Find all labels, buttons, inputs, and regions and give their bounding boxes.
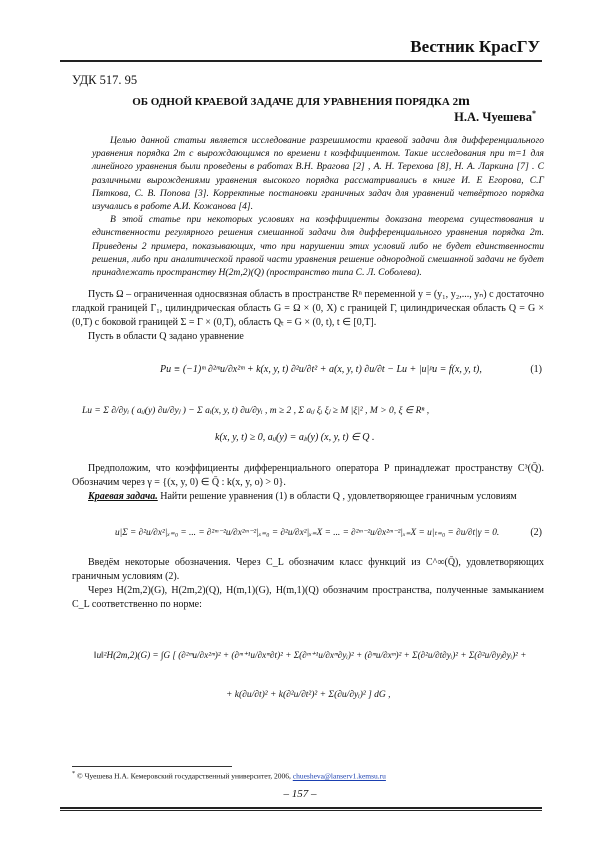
body-paragraph-6: Через H(2m,2)(G), H(2m,2)(Q), H(m,1)(G), H(m,1)(Q) обозначим пространства, полученные замыканием C_L соответственно по норме:	[72, 585, 544, 610]
body-paragraph-4	[72, 490, 544, 504]
body-section-3	[72, 556, 544, 612]
header-rule	[60, 60, 542, 62]
equation-lu: Lu = Σ ∂/∂yᵢ ( aᵢⱼ(y) ∂u/∂yⱼ ) − Σ aᵢ(x, y, t) ∂u/∂yᵢ , m ≥ 2 , Σ aᵢⱼ ξᵢ ξⱼ ≥ M |ξ|² , M > 0, ξ ∈ Rⁿ ,	[82, 406, 430, 416]
equation-norm-line-2: + k(∂u/∂t)² + k(∂²u/∂t²)² + Σ(∂u/∂yᵢ)² ] dG ,	[226, 690, 391, 700]
footnote-rule	[72, 766, 232, 767]
body-paragraph-2: Пусть в области Q задано уравнение	[88, 331, 244, 342]
author	[454, 109, 536, 125]
body-paragraph-1: Пусть Ω – ограниченная односвязная область в пространстве Rⁿ переменной y = (y₁, y₂,..., yₙ) с достаточно гладкой границей Γ₁, цилиндрическая область G = Ω × (0, X) с границей Γ, цилиндрическая область Q = G × (0,T) с боковой границей Σ = Γ × (0,T), область Qₜ = G × (0, t), t ∈ [0,T].	[72, 289, 544, 328]
abstract-paragraph-1: Целью данной статьи является исследование разрешимости краевой задачи для дифференциального уравнения порядка 2m с вырождающимся по времени t коэффициентом. Такие исследования при m=1 для линейного уравнения были проведены в работах В.Н. Врагова [2] , А. Н. Терехова [8], Н. А. Ларкина [7] . С различными вырождениями уравнения высокого порядка рассматривались в книге И. Е Егорова, С.Г Пяткова, С. В. Попова [3]. Корректные постановки граничных задач для уравнений четвёртого порядка изучались в работе А.И. Кожанова [4].	[92, 135, 544, 213]
equation-k: k(x, y, t) ≥ 0, aᵢⱼ(y) = aⱼᵢ(y) (x, y, t) ∈ Q .	[215, 432, 375, 443]
author-name: Н.А. Чуешева	[454, 110, 532, 125]
abstract-paragraph-2: В этой статье при некоторых условиях на коэффициенты доказана теорема существования и единственности регулярного решения смешанной задачи для дифференциального уравнения порядка 2m. Приведены 2 примера, показывающих, что при нарушении этих условий либо не будет единственности решения, либо при аналитической правой части уравнения решение однородной смешанной задачи не будет принадлежать пространству H(2m,2)(Q) (пространство типа С. Л. Соболева).	[92, 214, 544, 279]
footer-rule	[60, 807, 542, 809]
body-section-1	[72, 288, 544, 344]
footnote-mark: *	[72, 770, 76, 777]
article-title-text: ОБ ОДНОЙ КРАЕВОЙ ЗАДАЧЕ ДЛЯ УРАВНЕНИЯ ПОРЯДКА 2	[132, 96, 459, 108]
footnote-text: © Чуешева Н.А. Кемеровский государственный университет, 2006,	[75, 771, 293, 781]
article-title	[60, 94, 542, 110]
page-number: – 157 –	[283, 788, 317, 800]
udk-code: УДК 517. 95	[72, 73, 138, 87]
equation-2: u|Σ = ∂²u/∂x²|ₓ₌₀ = ... = ∂²ᵐ⁻²u/∂x²ᵐ⁻²|ₓ₌₀ = ∂²u/∂x²|ₓ₌X = ... = ∂²ᵐ⁻²u/∂x²ᵐ⁻²|ₓ₌X = u|ₜ₌₀ = ∂u/∂t|γ = 0.	[115, 528, 500, 538]
article-title-m: m	[458, 94, 470, 109]
problem-text: Найти решение уравнения (1) в области Q , удовлетворяющее граничным условиям	[157, 491, 517, 502]
equation-2-number: (2)	[530, 527, 542, 538]
footnote	[72, 770, 386, 781]
body-section-2	[72, 462, 544, 504]
journal-title: Вестник КрасГУ	[410, 37, 540, 56]
author-footnote-mark: *	[532, 109, 536, 118]
equation-norm-line-1: ‖u‖²H(2m,2)(G) = ∫G [ (∂²ᵐu/∂x²ᵐ)² + (∂ᵐ⁺¹u/∂xᵐ∂t)² + Σ(∂ᵐ⁺¹u/∂xᵐ∂yᵢ)² + (∂ᵐu/∂xᵐ)² + Σ(∂²u/∂t∂yᵢ)² + Σ(∂²u/∂yⱼ∂yᵢ)² +	[94, 650, 527, 660]
abstract	[92, 134, 544, 279]
footnote-email-link[interactable]: chuesheva@lanserv1.kemsu.ru	[292, 771, 386, 781]
body-paragraph-3: Предположим, что коэффициенты дифференциального оператора P принадлежат пространству C³(Q̄). Обозначим через γ = {(x, y, 0) ∈ Q̄ : k(x, y, o) > 0}.	[72, 463, 544, 488]
footer-rule-thin	[60, 810, 542, 811]
problem-label: Краевая задача.	[88, 491, 158, 502]
equation-1-number: (1)	[530, 364, 542, 375]
body-paragraph-5: Введём некоторые обозначения. Через C_L обозначим класс функций из C^∞(Q̄), удовлетворяющих граничным условиям (2).	[72, 557, 544, 582]
equation-1: Pu ≡ (−1)ᵐ ∂²ᵐu/∂x²ᵐ + k(x, y, t) ∂²u/∂t² + a(x, y, t) ∂u/∂t − Lu + |u|ᵖu = f(x, y, t),	[160, 364, 482, 375]
